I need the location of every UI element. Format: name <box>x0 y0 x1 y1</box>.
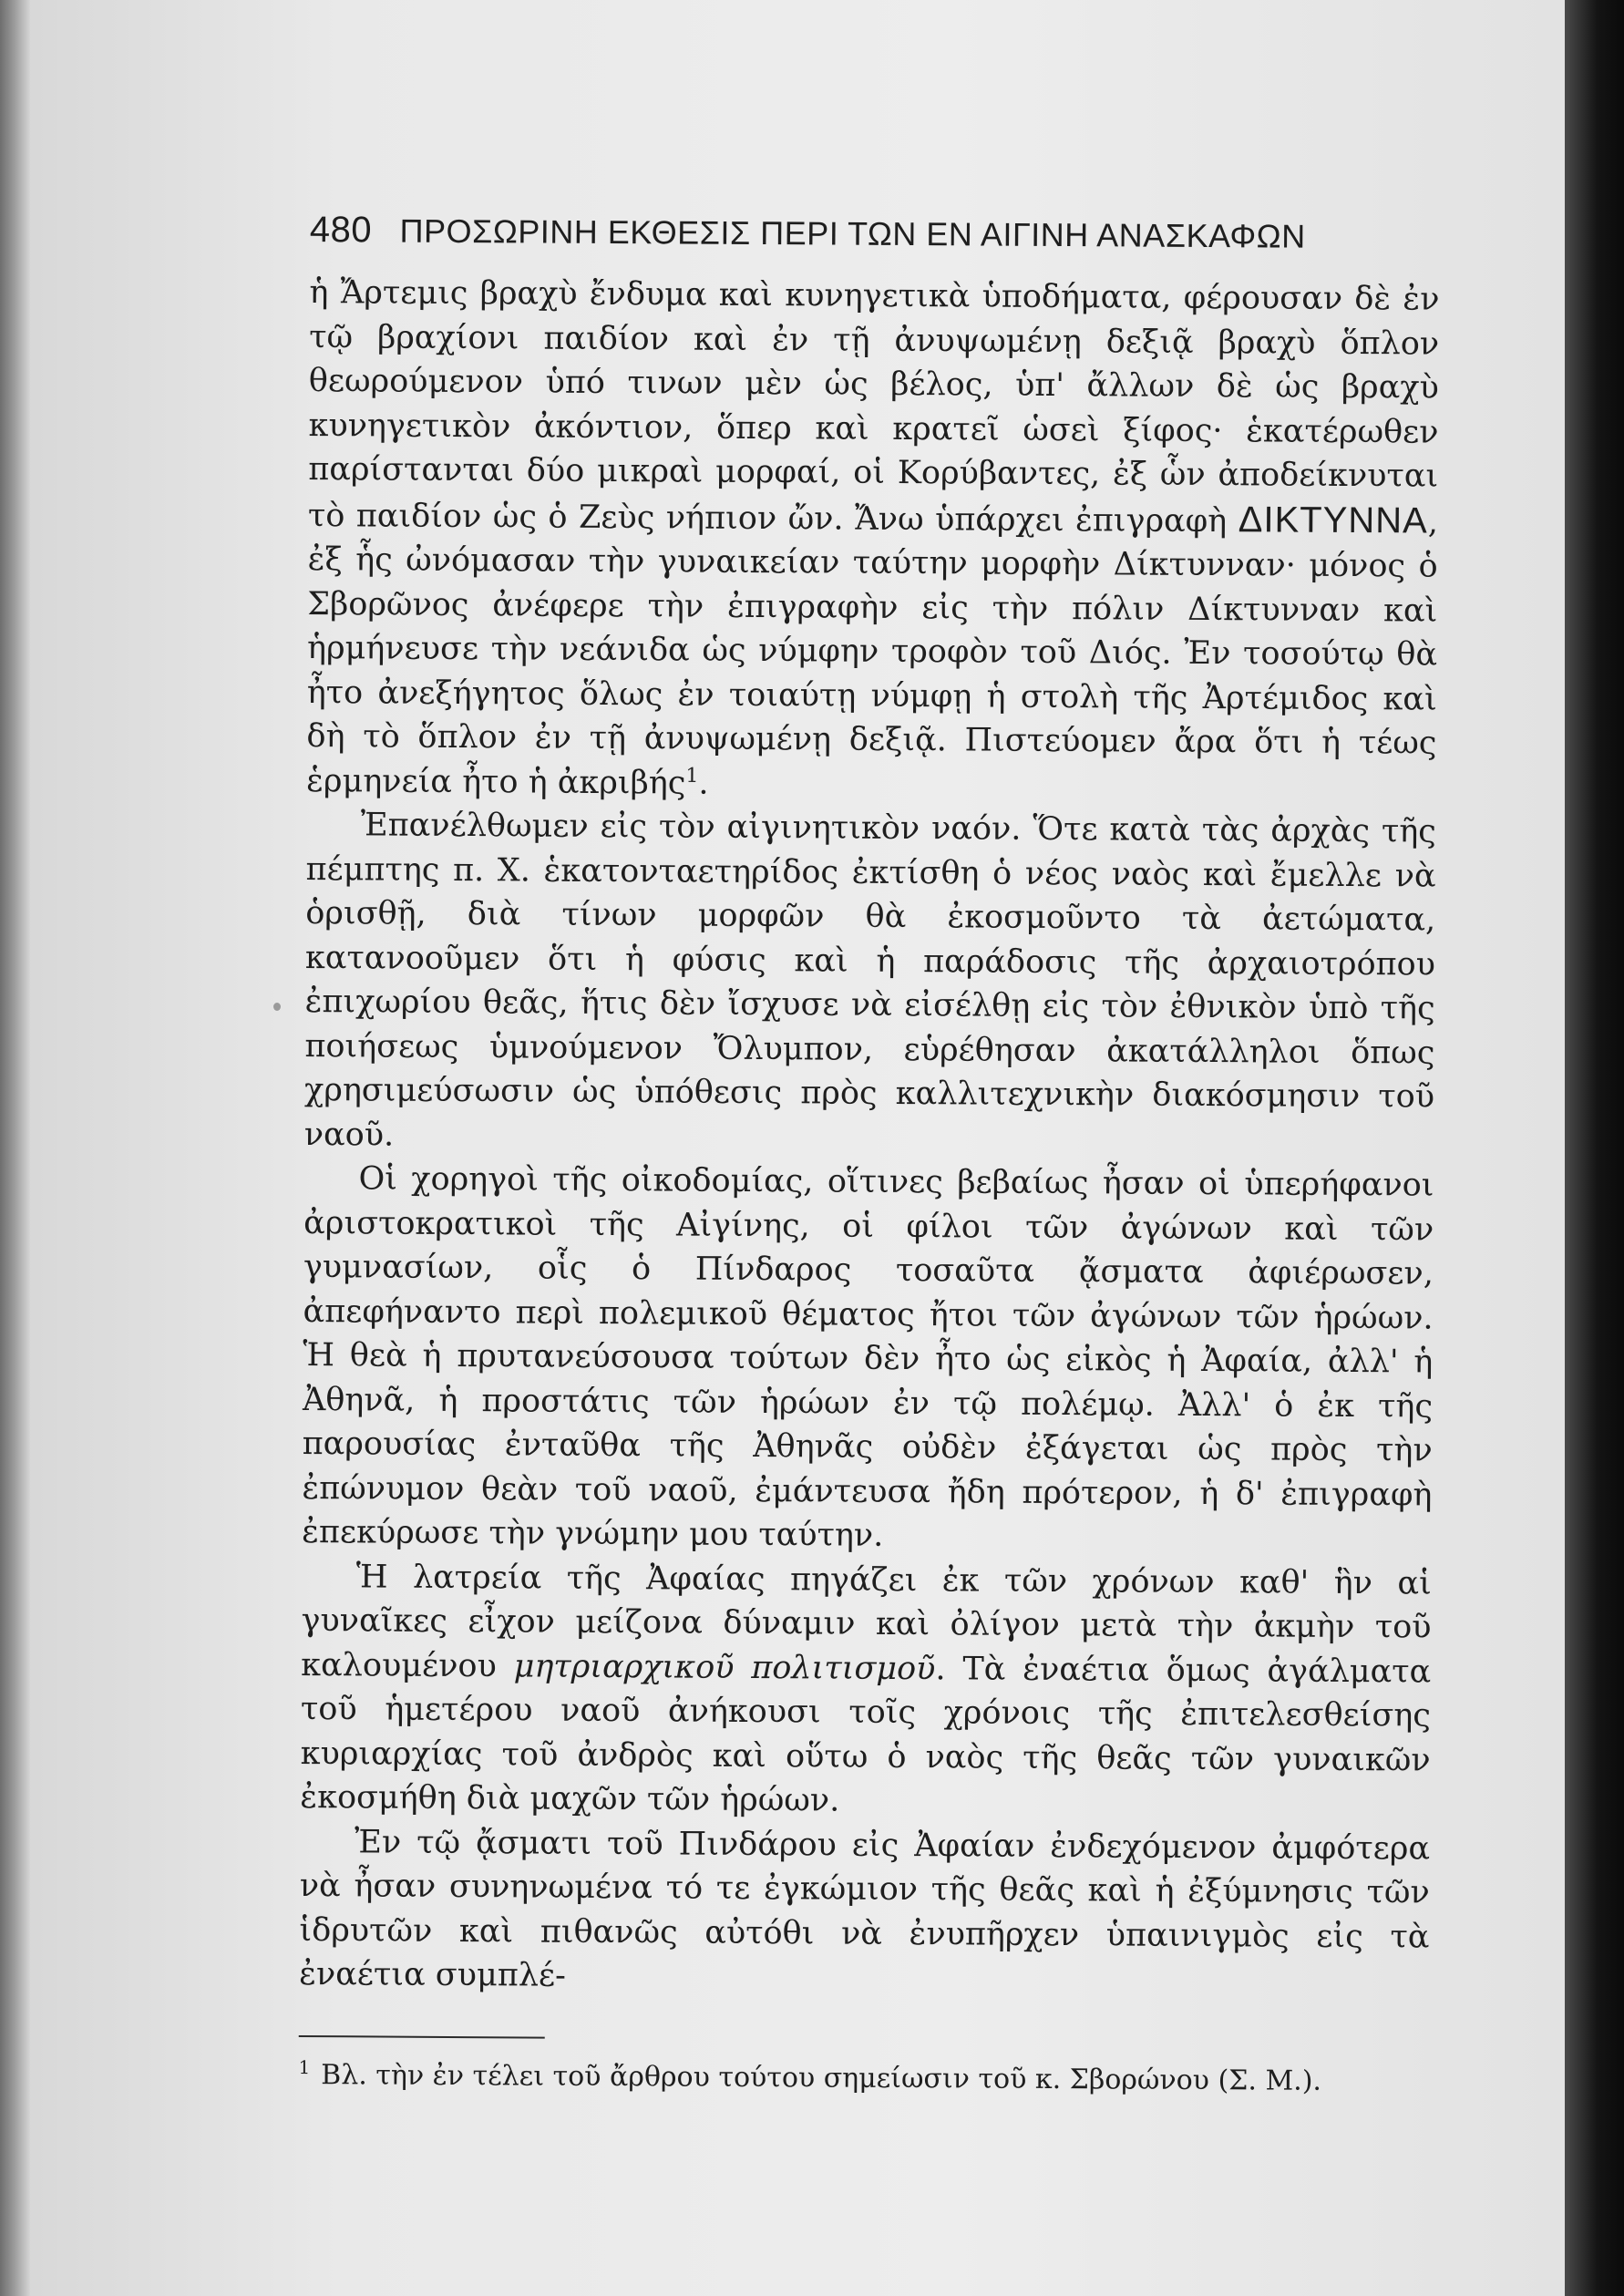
body-text <box>299 271 1440 2003</box>
running-title: ΠΡΟΣΩΡΙΝΗ ΕΚΘΕΣΙΣ ΠΕΡΙ ΤΩΝ ΕΝ ΑΙΓΙΝΗ ΑΝΑΣΚΑΦΩΝ <box>399 211 1306 255</box>
paragraph-5: Ἐν τῷ ᾄσματι τοῦ Πινδάρου εἰς Ἀφαίαν ἐνδεχόμενον ἀμφότερα νὰ ἦσαν συνηνωμένα τό τε ἐγκώμιον τῆς θεᾶς καὶ ἡ ἐξύμνησις τῶν ἱδρυτῶν καὶ πιθανῶς αὐτόθι νὰ ἐνυπῆρχεν ὑπαινιγμὸς εἰς τὰ ἐναέτια συμπλέ- <box>299 1823 1431 1994</box>
page-content <box>298 210 1440 2100</box>
page-number: 480 <box>309 210 373 251</box>
paragraph-1-end: . <box>698 765 709 802</box>
paragraph-1-text-continued: , ἐξ ἧς ὠνόμασαν τὴν γυναικείαν ταύτην μορφὴν Δίκτυνναν· μόνος ὁ Σβορῶνος ἀνέφερε τὴν ἐπιγραφὴν εἰς τὴν πόλιν Δίκτυνναν καὶ ἡρμήνευσε τὴν νεάνιδα ὡς νύμφην τροφὸν τοῦ Διός. Ἐν τοσούτῳ θὰ ἦτο ἀνεξήγητος ὅλως ἐν τοιαύτῃ νύμφῃ ἡ στολὴ τῆς Ἀρτέμιδος καὶ δὴ τὸ ὅπλον ἐν τῇ ἀνυψωμένῃ δεξιᾷ. Πιστεύομεν ἄρα ὅτι ἡ τέως ἑρμηνεία ἦτο ἡ ἀκριβής <box>306 504 1439 802</box>
paragraph-2: Ἐπανέλθωμεν εἰς τὸν αἰγινητικὸν ναόν. Ὅτε κατὰ τὰς ἀρχὰς τῆς πέμπτης π. Χ. ἑκατονταετηρίδος ἐκτίσθη ὁ νέος ναὸς καὶ ἔμελλε νὰ ὁρισθῇ, διὰ τίνων μορφῶν θὰ ἐκοσμοῦντο τὰ ἀετώματα, κατανοοῦμεν ὅτι ἡ φύσις καὶ ἡ παράδοσις τῆς ἀρχαιοτρόπου ἐπιχωρίου θεᾶς, ἥτις δὲν ἴσχυσε νὰ εἰσέλθῃ εἰς τὸν ἐθνικὸν ὑπὸ τῆς ποιήσεως ὑμνούμενον Ὄλυμπον, εὑρέθησαν ἀκατάλληλοι ὅπως χρησιμεύσωσιν ὡς ὑπόθεσις πρὸς καλλιτεχνικὴν διακόσμησιν τοῦ ναοῦ. <box>303 807 1436 1154</box>
footnote-marker: 1 <box>298 2055 311 2078</box>
running-head <box>310 210 1440 258</box>
paragraph-3: Οἱ χορηγοὶ τῆς οἰκοδομίας, οἵτινες βεβαίως ἦσαν οἱ ὑπερήφανοι ἀριστοκρατικοὶ τῆς Αἰγίνης, οἱ φίλοι τῶν ἀγώνων καὶ τῶν γυμνασίων, οἷς ὁ Πίνδαρος τοσαῦτα ᾄσματα ἀφιέρωσεν, ἀπεφήναντο περὶ πολεμικοῦ θέματος ἤτοι τῶν ἀγώνων τῶν ἡρώων. Ἡ θεὰ ἡ πρυτανεύσουσα τούτων δὲν ἦτο ὡς εἰκὸς ἡ Ἀφαία, ἀλλ' ἡ Ἀθηνᾶ, ἡ προστάτις τῶν ἡρώων ἐν τῷ πολέμῳ. Ἀλλ' ὁ ἐκ τῆς παρουσίας ἐνταῦθα τῆς Ἀθηνᾶς οὐδὲν ἐξάγεται ὡς πρὸς τὴν ἐπώνυμον θεὰν τοῦ ναοῦ, ἐμάντευσα ἤδη πρότερον, ἡ δ' ἐπιγραφὴ ἐπεκύρωσε τὴν γνώμην μου ταύτην. <box>302 1160 1434 1554</box>
paragraph-4-text-continued: . Τὰ ἐναέτια ὅμως ἀγάλματα τοῦ ἡμετέρου ναοῦ ἀνήκουσι τοῖς χρόνοις τῆς ἐπιτελεσθείσης κυριαρχίας τοῦ ἀνδρὸς καὶ οὕτω ὁ ναὸς τῆς θεᾶς τῶν γυναικῶν ἐκοσμήθη διὰ μαχῶν τῶν ἡρώων. <box>300 1650 1432 1819</box>
footnote <box>298 2056 1428 2100</box>
inscription-diktynna: ΔΙΚΤΥΝΝΑ <box>1238 499 1428 541</box>
italic-term: μητριαρχικοῦ πολιτισμοῦ <box>513 1647 936 1687</box>
paragraph-4 <box>300 1554 1432 1827</box>
paragraph-1-text: ἡ Ἄρτεμις βραχὺ ἔνδυμα καὶ κυνηγετικὰ ὑποδήματα, φέρουσαν δὲ ἐν τῷ βραχίονι παιδίον καὶ ἐν τῇ ἀνυψωμένῃ δεξιᾷ βραχὺ ὅπλον θεωρούμενον ὑπό τινων μὲν ὡς βέλος, ὑπ' ἄλλων δὲ ὡς βραχὺ κυνηγετικὸν ἀκόντιον, ὅπερ καὶ κρατεῖ ὡσεὶ ξίφος· ἑκατέρωθεν παρίστανται δύο μικραὶ μορφαί, οἱ Κορύβαντες, ἐξ ὧν ἀποδείκνυται τὸ παιδίον ὡς ὁ Ζεὺς νήπιον ὤν. Ἄνω ὑπάρχει ἐπιγραφὴ <box>307 273 1440 540</box>
footnote-divider <box>299 2034 545 2038</box>
paragraph-4-text: Ἡ λατρεία τῆς Ἀφαίας πηγάζει ἐκ τῶν χρόνων καθ' ἣν αἱ γυναῖκες εἶχον μείζονα δύναμιν καὶ ὀλίγον μετὰ τὴν ἀκμὴν τοῦ καλουμένου <box>301 1558 1432 1684</box>
left-page-edge <box>0 0 31 2296</box>
footnote-text: Βλ. τὴν ἐν τέλει τοῦ ἄρθρου τούτου σημείωσιν τοῦ κ. Σβορώνου (Σ. Μ.). <box>321 2058 1322 2097</box>
paragraph-1 <box>306 271 1440 810</box>
right-book-edge <box>1565 0 1624 2296</box>
paper-speck <box>273 1003 281 1011</box>
footnote-reference[interactable]: 1 <box>685 764 699 788</box>
